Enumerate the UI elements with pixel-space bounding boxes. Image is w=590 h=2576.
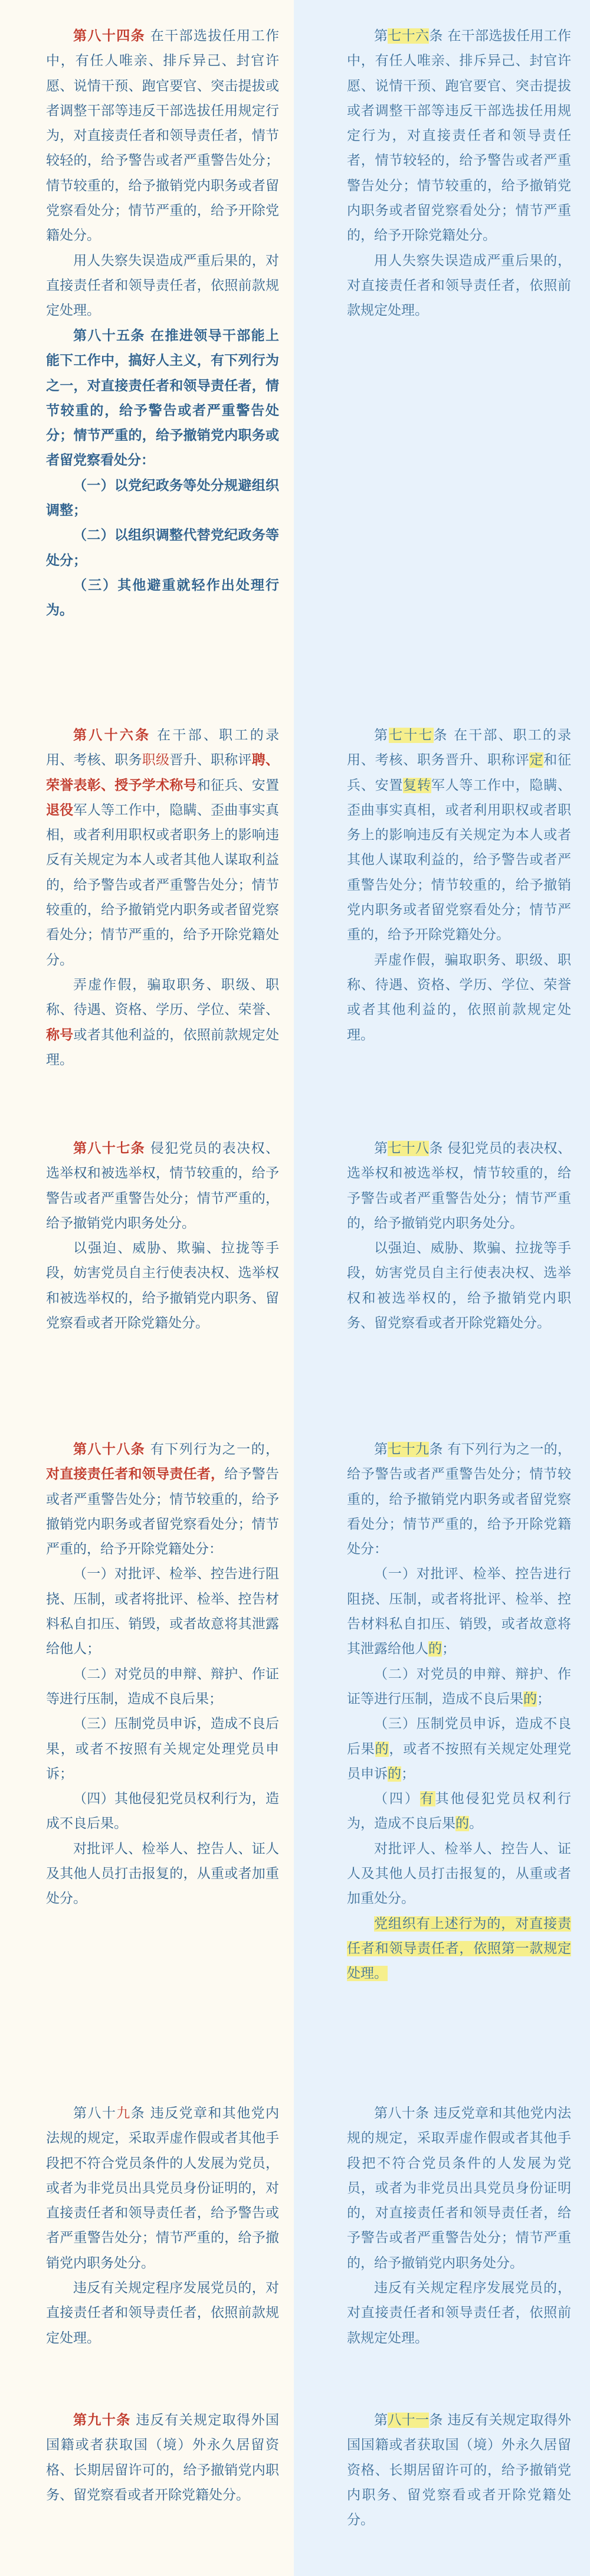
article-89-para-2: 违反有关规定程序发展党员的，对直接责任者和领导责任者，依照前款规定处理。 [46,2280,279,2346]
article-87 [46,1136,279,1336]
article-79-item-4 [347,1786,571,1837]
text-run: 称号 [46,1027,74,1043]
article-79-item-3 [347,1711,571,1786]
text-run: 在干部、职工的录用、考核、职务 [46,728,280,768]
article-88-item-2: （二）对党员的申辩、辩护、作证等进行压制，造成不良后果； [46,1666,279,1707]
text-run: 条 违反有关规定取得外国国籍或者获取国（境）外永久居留资格、长期居留许可的，给予撤销党内职务、留党察看或者开除党籍处分。 [347,2413,572,2528]
article-88-para-2: 对批评人、检举人、控告人、证人及其他人员打击报复的，从重或者加重处分。 [46,1841,279,1907]
article-78-para-2: 以强迫、威胁、欺骗、拉拢等手段，妨害党员自主行使表决权、选举权和被选举权的，给予撤销党内职务、留党察看或者开除党籍处分。 [347,1240,571,1331]
text-run: 第 [374,1442,388,1457]
text-run: ； [537,1691,550,1707]
article-78-para-1 [347,1136,571,1236]
text-run: 的 [523,1691,537,1707]
article-88-para-1 [46,1437,279,1562]
article-88-item-3: （三）压制党员申诉，造成不良后果，或者不按照有关规定处理党员申诉； [46,1716,279,1782]
article-79-para-3-highlight: 党组织有上述行为的，对直接责任者和领导责任者，依照第一款规定处理。 [347,1916,571,1982]
article-85-item-3: （三）其他避重就轻作出处理行为。 [46,577,279,618]
left-column-new-regulation [0,0,294,2576]
text-run: 晋升、职称评 [169,752,252,768]
article-85 [46,323,279,623]
text-run: 第 [374,28,388,44]
text-run: 第八十 [73,2106,117,2121]
text-run: 第八十六条 [73,728,151,743]
article-87-para-2: 以强迫、威胁、欺骗、拉拢等手段，妨害党员自主行使表决权、选举权和被选举权的，给予撤销党内职务、留党察看或者开除党籍处分。 [46,1240,279,1331]
text-run: （三）压制党员申诉，造成不良后果 [347,1716,571,1757]
text-run: 聘、荣誉表彰、授予学术称号 [46,752,279,793]
article-90-para-1 [46,2408,279,2508]
article-76 [347,24,571,323]
text-run: 条 侵犯党员的表决权、选举权和被选举权，情节较重的，给予警告或者严重警告处分；情节严重的，给予撤销党内职务处分。 [347,1141,572,1231]
text-run: 第八十八条 [73,1442,146,1457]
text-run: 条 在干部、职工的录用、考核、职务晋升、职称评 [347,728,572,768]
article-81-para-1 [347,2408,571,2532]
article-86-para-2 [46,973,279,1072]
text-run: 七十九 [388,1442,430,1457]
text-run: 第 [374,1141,388,1156]
text-run: 对直接责任者和领导责任者， [46,1467,225,1482]
text-run: 有下列行为之一的， [145,1442,279,1457]
article-79-item-1 [347,1562,571,1661]
article-76-para-1 [347,24,571,248]
text-run: 。 [469,1816,483,1832]
text-run: 军人等工作中，隐瞒、歪曲事实真相，或者利用职权或者职务上的影响违反有关规定为本人或者其他人谋取利益的，给予警告或者严重警告处分；情节较重的，给予撤销党内职务或者留党察看处分；情节严重的，给予开除党籍处分。 [347,777,572,943]
text-run: 第 [374,2413,388,2428]
article-88-item-1: （一）对批评、检举、控告进行阻挠、压制，或者将批评、检举、控告材料私自扣压、销毁，或者故意将其泄露给他人； [46,1566,279,1657]
article-88-item-4: （四）其他侵犯党员权利行为，造成不良后果。 [46,1791,279,1832]
text-run: 的 [388,1766,401,1782]
article-85-item-1: （一）以党纪政务等处分规避组织调整； [46,477,279,519]
text-run: 第八十四条 [73,28,146,44]
text-run: 定 [529,752,544,768]
text-run: 给予警告或者严重警告处分；情节较重的，给予撤销党内职务或者留党察看处分；情节严重的，给予开除党籍处分： [46,1467,279,1557]
article-89-para-1 [46,2101,279,2276]
text-run: 七十七 [389,728,434,743]
article-79 [347,1437,571,1986]
article-90 [46,2408,279,2508]
text-run: 的 [428,1641,442,1657]
text-run: 七十八 [388,1141,430,1156]
article-88 [46,1437,279,1911]
article-86 [46,723,279,1072]
article-85-para-1: 第八十五条 在推进领导干部能上能下工作中，搞好人主义，有下列行为之一，对直接责任者和领导责任者，情节较重的，给予警告或者严重警告处分；情节严重的，给予撤销党内职务或者留党察看处分： [46,328,279,469]
text-run: 或者其他利益的，依照前款规定处理。 [46,1027,279,1068]
article-85-item-2: （二）以组织调整代替党纪政务等处分； [46,528,279,568]
article-79-item-2 [347,1662,571,1712]
text-run: （四） [374,1791,420,1807]
text-run: 弄虚作假，骗取职务、职级、职称、待遇、资格、学历、学位、荣誉、 [46,977,279,1018]
article-79-para-3 [347,1911,571,1986]
text-run: 其他侵犯党员权利行为，造成不良后果 [347,1791,572,1832]
text-run: 条 在干部选拔任用工作中，有任人唯亲、排斥异己、封官许愿、说情干预、跑官要官、突击提拔或者调整干部等违反干部选拔任用规定行为，对直接责任者和领导责任者，情节较轻的，给予警告或者严重警告处分；情节较重的，给予撤销党内职务或者留党察看处分；情节严重的，给予开除党籍处分。 [347,28,572,244]
text-run: 的 [375,1741,389,1757]
article-79-para-1 [347,1437,571,1562]
article-77 [347,723,571,1048]
article-80 [347,2101,571,2351]
text-run: 八十一 [388,2413,430,2428]
text-run: 九 [116,2106,131,2121]
text-run: 有 [419,1791,435,1807]
text-run: （一）对批评、检举、控告进行阻挠、压制，或者将批评、检举、控告材料私自扣压、销毁，或者故意将其泄露给他人 [347,1566,571,1657]
text-run: 条 有下列行为之一的，给予警告或者严重警告处分；情节较重的，给予撤销党内职务或者留党察看处分；情节严重的，给予开除党籍处分： [347,1442,572,1557]
text-run: （二）对党员的申辩、辩护、作证等进行压制，造成不良后果 [347,1666,571,1707]
text-run: 第九十条 [73,2413,131,2428]
text-run: 在干部选拔任用工作中，有任人唯亲、排斥异己、封官许愿、说情干预、跑官要官、突击提拔或者调整干部等违反干部选拔任用规定行为，对直接责任者和领导责任者，情节较轻的，给予警告或者严重警告处分；情节较重的，给予撤销党内职务或者留党察看处分；情节严重的，给予开除党籍处分。 [46,28,279,244]
text-run: ； [401,1766,415,1782]
text-run: 条 违反党章和其他党内法规的规定，采取弄虚作假或者其他手段把不符合党员条件的人发展为党员，或者为非党员出具党员身份证明的，对直接责任者和领导责任者，给予警告或者严重警告处分；情节严重的，给予撤销党内职务处分。 [46,2106,279,2271]
text-run: 退役 [46,802,74,818]
article-76-para-2: 用人失察失误造成严重后果的，对直接责任者和领导责任者，依照前款规定处理。 [347,253,571,319]
text-run: 和征兵、安置 [347,752,572,793]
right-column-old-regulation [294,0,590,2576]
article-84-para-1 [46,24,279,248]
text-run: 的 [455,1816,469,1832]
article-77-para-2: 弄虚作假，骗取职务、职级、职称、待遇、资格、学历、学位、荣誉或者其他利益的，依照前款规定处理。 [347,952,571,1043]
article-79-para-2: 对批评人、检举人、控告人、证人及其他人员打击报复的，从重或者加重处分。 [347,1841,571,1907]
text-run: 和征兵、安置 [196,777,279,793]
text-run: 侵犯党员的表决权、选举权和被选举权，情节较重的，给予警告或者严重警告处分；情节严重的，给予撤销党内职务处分。 [46,1141,279,1231]
text-run: 第八十七条 [73,1141,146,1156]
article-84 [46,24,279,323]
article-84-para-2: 用人失察失误造成严重后果的，对直接责任者和领导责任者，依照前款规定处理。 [46,253,279,319]
article-87-para-1 [46,1136,279,1236]
article-86-para-1 [46,723,279,973]
text-run: ，或者不按照有关规定处理党员申诉 [347,1741,572,1782]
text-run: 违反有关规定取得外国国籍或者获取国（境）外永久居留资格、长期居留许可的，给予撤销党内职务、留党察看或者开除党籍处分。 [46,2413,279,2503]
text-run: 复转 [403,777,431,793]
article-78 [347,1136,571,1336]
article-81 [347,2408,571,2532]
article-80-para-2: 违反有关规定程序发展党员的，对直接责任者和领导责任者，依照前款规定处理。 [347,2280,571,2346]
article-77-para-1 [347,723,571,948]
article-80-para-1: 第八十条 违反党章和其他党内法规的规定，采取弄虚作假或者其他手段把不符合党员条件的人发展为党员，或者为非党员出具党员身份证明的，对直接责任者和领导责任者，给予警告或者严重警告处分；情节严重的，给予撤销党内职务处分。 [347,2106,571,2271]
text-run: 第 [374,728,389,743]
text-run: 职级 [142,752,170,768]
article-89 [46,2101,279,2351]
text-run: ； [442,1641,455,1657]
text-run: 七十六 [388,28,430,44]
text-run: 军人等工作中，隐瞒、歪曲事实真相，或者利用职权或者职务上的影响违反有关规定为本人或者其他人谋取利益的，给予警告或者严重警告处分；情节较重的，给予撤销党内职务或者留党察看处分；情节严重的，给予开除党籍处分。 [46,802,279,968]
